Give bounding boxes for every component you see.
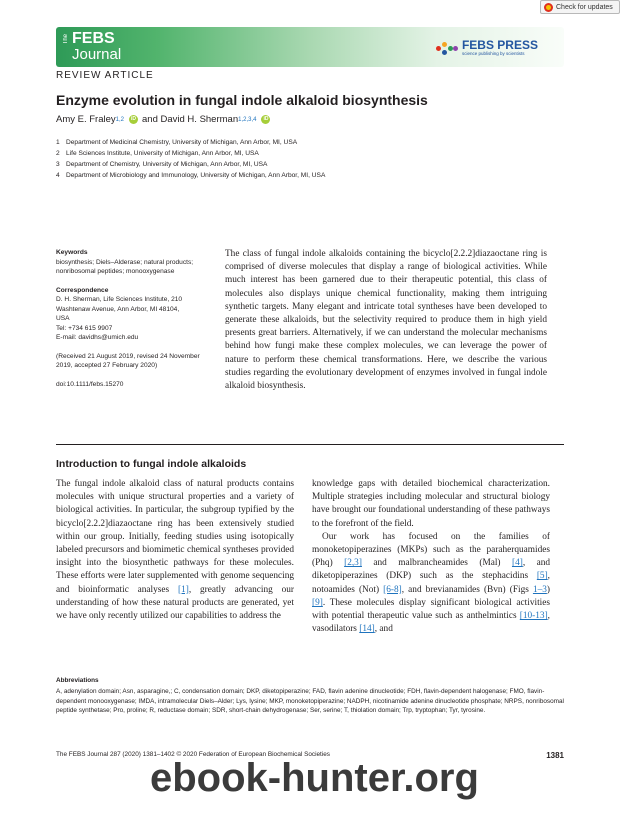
affiliation-item: 2 Life Sciences Institute, University of Michigan, Ann Arbor, MI, USA bbox=[56, 150, 259, 157]
page-number: 1381 bbox=[546, 751, 564, 760]
journal-banner bbox=[56, 27, 564, 67]
author-joiner: and bbox=[142, 114, 158, 125]
affiliation-item: 4 Department of Microbiology and Immunology, University of Michigan, Ann Arbor, MI, USA bbox=[56, 172, 326, 179]
correspondence-email[interactable]: E-mail: davidhs@umich.edu bbox=[56, 334, 139, 341]
doi-link[interactable]: doi:10.1111/febs.15270 bbox=[56, 380, 124, 388]
correspondence-block bbox=[56, 286, 216, 343]
body-text-segment: , and bbox=[374, 624, 393, 635]
author-name[interactable]: David H. Sherman bbox=[160, 114, 239, 125]
keywords-block bbox=[56, 248, 216, 277]
article-title: Enzyme evolution in fungal indole alkaloid biosynthesis bbox=[56, 92, 428, 108]
body-text-segment: and malbrancheamides (Mal) bbox=[361, 558, 512, 569]
body-column-left bbox=[56, 478, 294, 623]
citation-link[interactable]: [10-13] bbox=[519, 611, 548, 622]
body-text-segment: , and brevianamides (Bvn) (Figs bbox=[401, 584, 533, 595]
citation-link[interactable]: [6-8] bbox=[383, 584, 402, 595]
affiliation-item: 3 Department of Chemistry, University of Michigan, Ann Arbor, MI, USA bbox=[56, 161, 268, 168]
citation-link[interactable]: [2,3] bbox=[344, 558, 362, 569]
abbreviations-heading: Abbreviations bbox=[56, 677, 99, 684]
abbreviations-text: A, adenylation domain; Asn, asparagine,; C, condensation domain; DKP, diketopiperazine; FAD, flavin adenine dinucleotide; FDH, flavin-dependent halogenase; FMO, flavin-dependent monooxygenase; IMDA, intramolecular Diels–Alder; Lys, lysine; MKP, monoketopiperazine; NADPH, nicotinamide adenine dinucleotide phosphate; NRPS, nonribosomal peptide synthetase; Pro, proline; R, reductase domain; SDR, short-chain dehydrogenase; Ser, serine; T, thiolation domain; Trp, tryptophan; Tyr, tyrosine. bbox=[56, 688, 564, 714]
publisher-name: FEBS PRESS bbox=[461, 38, 538, 52]
journal-logo-the: The bbox=[63, 34, 69, 45]
body-text-segment: , and diketopiperazines (DKP) such as the stephacidins bbox=[312, 558, 550, 582]
body-text-segment: Our work has focused on the families of monoketopiperazines (MKPs) such as the paraherquamides (Phq) bbox=[312, 531, 550, 569]
affiliations bbox=[56, 137, 325, 181]
correspondence-line: Washtenaw Avenue, Ann Arbor, MI 48104, bbox=[56, 305, 180, 313]
body-column-right bbox=[312, 478, 550, 636]
abstract: The class of fungal indole alkaloids containing the bicyclo[2.2.2]diazaoctane ring is comprised of diverse molecules that display a range of biological activities. While much interest has been garnered due to their therapeutic potential, this class of molecules also displays unique chemical functionality, making them intriguing synthetic targets. Many elegant and intricate total syntheses have been developed to generate these alkaloids, but the selectivity required to produce them in high yield presents great barriers. Alternatively, if we can understand the molecular mechanisms behind how fungi make these complex molecules, we can leverage the power of nature to perform these chemical transformations. Here, we describe the various studies regarding the evolutionary development of enzymes involved in fungal indole alkaloid biosynthesis. bbox=[225, 249, 547, 392]
article-type: REVIEW ARTICLE bbox=[56, 70, 154, 81]
section-divider bbox=[56, 444, 564, 445]
febs-press-icon bbox=[436, 40, 458, 56]
author-affiliation-sup: 1,2 bbox=[115, 116, 124, 123]
keywords-text: biosynthesis; Diels–Alderase; natural products; nonribosomal peptides; monooxygenase bbox=[56, 258, 194, 275]
check-updates-label: Check for updates bbox=[556, 3, 613, 11]
author-name[interactable]: Amy E. Fraley bbox=[56, 114, 116, 125]
journal-logo-febs: FEBS bbox=[72, 30, 115, 47]
author-list bbox=[56, 114, 274, 125]
orcid-icon[interactable]: iD bbox=[131, 116, 136, 122]
orcid-icon[interactable]: iD bbox=[263, 116, 269, 122]
watermark: ebook-hunter.org bbox=[150, 756, 479, 800]
footer-citation: The FEBS Journal 287 (2020) 1381–1402 © 2020 Federation of European Biochemical Societies bbox=[56, 751, 330, 758]
received-dates: (Received 21 August 2019, revised 24 November 2019, accepted 27 February 2020) bbox=[56, 352, 200, 369]
body-paragraph bbox=[312, 531, 550, 637]
citation-link[interactable]: [1] bbox=[177, 584, 189, 595]
affiliation-item: 1 Department of Medicinal Chemistry, University of Michigan, Ann Arbor, MI, USA bbox=[56, 139, 298, 146]
check-updates-icon bbox=[544, 3, 553, 12]
publisher-logo[interactable] bbox=[436, 39, 538, 57]
correspondence-line: D. H. Sherman, Life Sciences Institute, 210 bbox=[56, 296, 183, 303]
body-text-segment: . These molecules display significant biological activities with potential therapeutic value such as anthelmintics bbox=[312, 597, 550, 622]
author-affiliation-sup: 1,2,3,4 bbox=[238, 116, 257, 123]
body-text-segment: , notoamides (Not) bbox=[312, 571, 550, 595]
article-sidebar bbox=[56, 248, 216, 389]
body-paragraph: The fungal indole alkaloid class of natural products contains molecules with unique structural properties and a variety of biological activities. In particular, the subgroup typified by the bicyclo[2.2.2]diazaoctane ring has been extensively studied within our group. Initially, feeding studies using isotopically labeled precursors and biomimetic chemical syntheses provided insight into the biosynthetic pathways for these molecules. These efforts were later supplemented with genome sequencing and bioinformatic analyses [1], greatly advancing our understanding of how these natural products are generated, yet we have only recently utilized our capabilities to address the bbox=[56, 479, 294, 622]
body-text-segment: , vasodilators bbox=[312, 611, 550, 635]
body-text-segment: ) bbox=[546, 584, 550, 595]
body-paragraph: knowledge gaps with detailed biochemical characterization. Multiple strategies including molecular and structural biology have brought our foundational understanding of these pathways to the forefront of the field. bbox=[312, 479, 550, 529]
citation-link[interactable]: [5] bbox=[536, 571, 548, 582]
citation-link[interactable]: [4] bbox=[511, 558, 523, 569]
citation-link[interactable]: [9] bbox=[312, 597, 323, 608]
correspondence-heading: Correspondence bbox=[56, 286, 109, 294]
intro-heading: Introduction to fungal indole alkaloids bbox=[56, 458, 247, 470]
correspondence-line: Tel: +734 615 9907 bbox=[56, 324, 113, 332]
citation-link[interactable]: 1–3 bbox=[532, 584, 547, 595]
check-for-updates-button[interactable] bbox=[540, 0, 620, 14]
journal-logo-journal: Journal bbox=[72, 46, 122, 63]
keywords-heading: Keywords bbox=[56, 249, 88, 256]
publisher-tagline: science publishing by scientists bbox=[461, 51, 525, 56]
correspondence-line: USA bbox=[56, 315, 70, 322]
citation-link[interactable]: [14] bbox=[359, 624, 375, 635]
